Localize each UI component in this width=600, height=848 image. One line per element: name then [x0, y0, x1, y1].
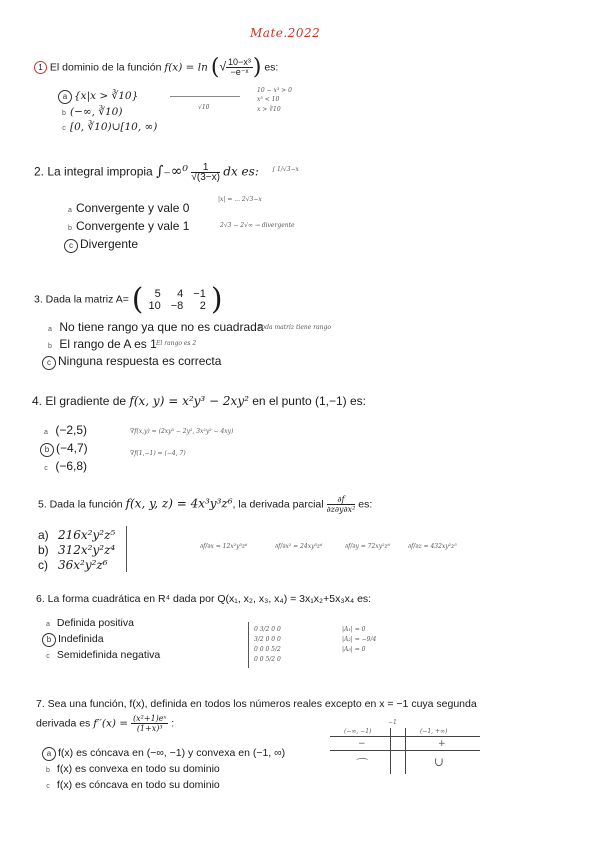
table-cell: ⌒	[354, 757, 367, 771]
q6-option-c[interactable]: c Semidefinida negativa	[46, 649, 161, 661]
q5-option-c[interactable]: c) 36x²y²z⁶	[38, 558, 108, 572]
q2-option-b[interactable]: b Convergente y vale 1	[68, 219, 190, 233]
q1-note: 10 − x³ > 0	[257, 87, 292, 94]
q7-option-c[interactable]: c f(x) es cóncava en todo su dominio	[46, 779, 220, 791]
q4-option-a[interactable]: a (−2,5)	[44, 423, 88, 437]
sign-table	[330, 719, 480, 774]
q6-option-b[interactable]: b Indefinida	[42, 633, 104, 647]
number-line	[170, 96, 240, 97]
q5-note: ∂f/∂y = 72xy²z⁶	[345, 543, 391, 550]
q5-option-a[interactable]: a) 216x²y²z⁵	[38, 528, 116, 542]
question-5-stem: 5. Dada la función f(x, y, z) = 4x³y³z⁶, la derivada parcial $\frac{\partial f}{\text{∂z∂y∂x²}}$ es:	[38, 495, 373, 514]
page-title: Mate.2022	[250, 26, 321, 40]
table-cell: −	[358, 739, 366, 749]
q6-note: |A₁| = 0	[342, 626, 366, 633]
q1-option-b[interactable]: b (−∞, ∛10)	[62, 106, 123, 118]
q1-note: √10	[198, 104, 210, 111]
q4-note: ∇f(x,y) = (2xy³ − 2y², 3x²y² − 4xy)	[130, 428, 234, 435]
question-6-stem: 6. La forma cuadrática en R⁴ dada por Q(x₁, x₂, x₃, x₄) = 3x₁x₂+5x₃x₄ es:	[36, 593, 372, 605]
q6-note: 0 0 5/2 0	[254, 656, 281, 663]
question-3-stem: 3. Dada la matriz A= ( 5 4 −1 10 −8 2 )	[34, 282, 223, 317]
q6-note: 3/2 0 0 0	[254, 636, 281, 643]
bracket	[126, 526, 127, 572]
q5-note: ∂f/∂x² = 24xy³z⁶	[275, 543, 323, 550]
q3-option-c[interactable]: c Ninguna respuesta es correcta	[42, 354, 221, 370]
q6-note: 0 0 0 5/2	[254, 646, 281, 653]
q5-note: ∂f/∂x = 12x²y³z⁶	[200, 543, 248, 550]
q2-note: 2√3 − 2√∞ → divergente	[220, 222, 295, 229]
q7-option-a[interactable]: a f(x) es cóncava en (−∞, −1) y convexa en (−1, ∞)	[42, 747, 285, 761]
q1-option-c[interactable]: c [0, ∛10)∪[10, ∞)	[62, 121, 158, 133]
matrix-bracket	[248, 622, 249, 668]
q4-note: ∇f(1,−1) = (−4, 7)	[130, 450, 186, 457]
q2-option-a[interactable]: a Convergente y vale 0	[68, 201, 190, 215]
table-cell: (−∞, −1)	[344, 728, 372, 735]
q6-option-a[interactable]: a Definida positiva	[46, 617, 134, 629]
table-cell: +	[438, 739, 446, 749]
q4-option-c[interactable]: c (−6,8)	[44, 459, 88, 473]
question-1	[34, 55, 278, 80]
q2-option-c[interactable]: c Divergente	[64, 237, 138, 253]
q2-note: |x| = ... 2√3−x	[218, 196, 262, 203]
q5-note: ∂f/∂z = 432xy²z⁵	[408, 543, 457, 550]
q6-note: 0 3/2 0 0	[254, 626, 281, 633]
matrix-A: 5 4 −1 10 −8 2	[148, 287, 206, 312]
q3-option-b[interactable]: b El rango de A es 1	[48, 337, 157, 351]
q1-note: x³ < 10	[257, 96, 280, 103]
q6-note: |A₂| = −9/4	[342, 636, 377, 643]
q4-option-b[interactable]: b (−4,7)	[40, 441, 88, 457]
q3-note: Toda matriz tiene rango	[258, 324, 331, 331]
q6-note: |A₃| = 0	[342, 646, 366, 653]
question-1-number: 1	[34, 61, 47, 74]
q2-note: ∫ 1/√3−x	[272, 166, 299, 173]
question-7-stem: 7. Sea una función, f(x), definida en todos los números reales excepto en x = −1 cuya segunda derivada es f′′(x) = $\frac{\text{(x²+1)eˣ}}{\text{(1+x)³}}$ :	[36, 698, 477, 733]
q1-note: x > ∛10	[257, 106, 281, 113]
table-cell: ∪	[434, 755, 445, 769]
question-2-stem: 2. La integral impropia ∫₋∞⁰ $\frac{1}{√(3-x)}$ dx es:	[34, 162, 259, 183]
q1-option-a[interactable]: a {x|x > ∛10}	[58, 90, 138, 104]
question-4-stem: 4. El gradiente de f(x, y) = x²y³ − 2xy² en el punto (1,−1) es:	[32, 394, 366, 408]
table-divider-label: −1	[388, 719, 397, 726]
q7-option-b[interactable]: b f(x) es convexa en todo su dominio	[46, 763, 220, 775]
q3-option-a[interactable]: a No tiene rango ya que no es cuadrada	[48, 320, 264, 334]
question-1-stem: 1 El dominio de la función f(x) = ln (√ $\frac{\text{10−x³}}{\text{−e⁻ˣ}}$ ) es:	[34, 55, 278, 80]
q3-note: El rango es 2	[156, 340, 197, 347]
q5-option-b[interactable]: b) 312x²y²z⁴	[38, 543, 116, 557]
table-cell: (−1, +∞)	[420, 728, 448, 735]
